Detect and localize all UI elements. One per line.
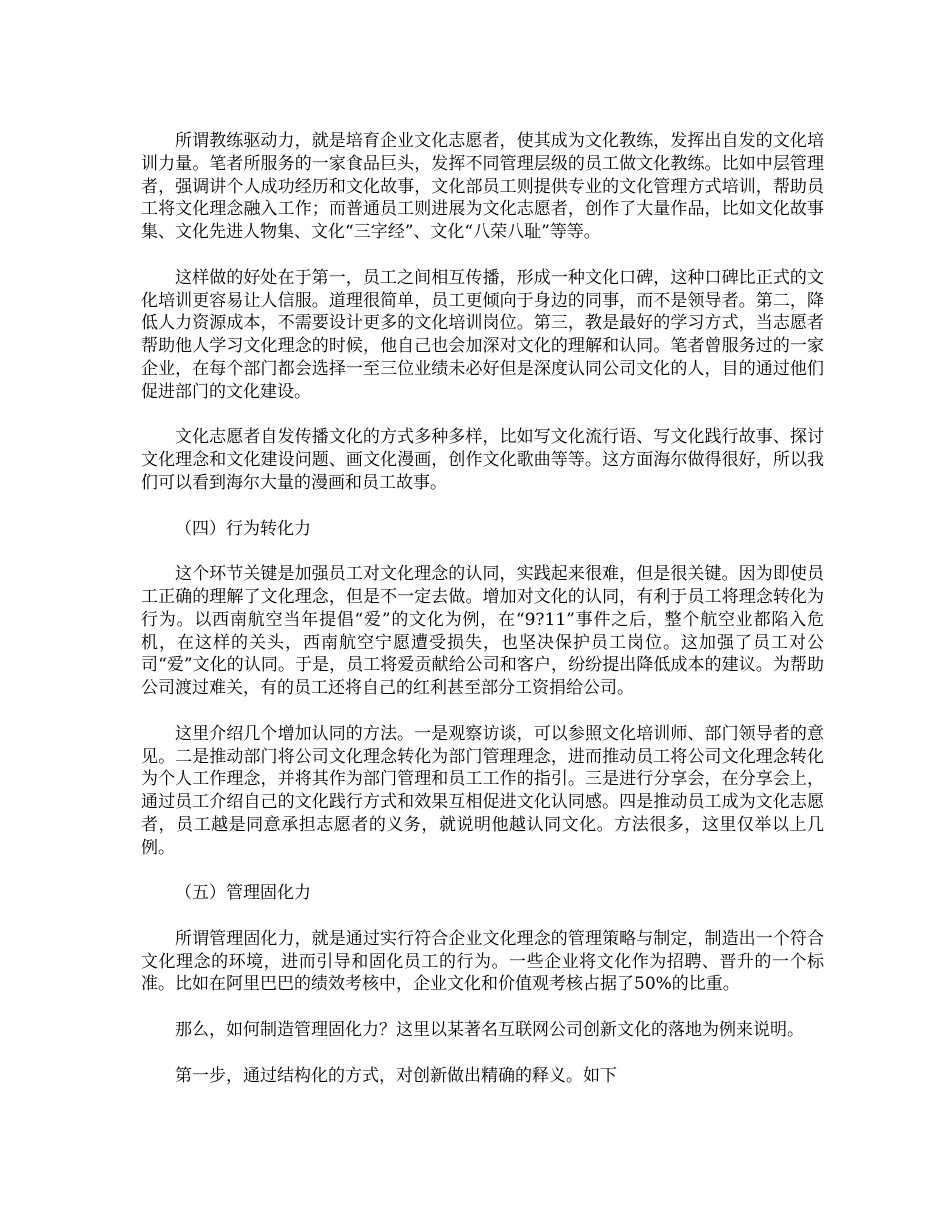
paragraph-behavior-conversion: 这个环节关键是加强员工对文化理念的认同，实践起来很难，但是很关键。因为即使员工正确的理解了文化理念，但是不一定去做。增加对文化的认同，有利于员工将理念转化为行为。以西南航空当年提倡“爱”的文化为例，在“9?11”事件之后，整个航空业都陷入危机，在这样的关头，西南航空宁愿遭受损失，也坚决保护员工岗位。这加强了员工对公司“爱”文化的认同。于是，员工将爱贡献给公司和客户，纷纷提出降低成本的建议。为帮助公司渡过难关，有的员工还将自己的红利甚至部分工资捐给公司。 (141, 564, 824, 699)
paragraph-volunteer-methods: 文化志愿者自发传播文化的方式多种多样，比如写文化流行语、写文化践行故事、探讨文化理念和文化建设问题、画文化漫画，创作文化歌曲等等。这方面海尔做得很好，所以我们可以看到海尔大量的漫画和员工故事。 (141, 427, 824, 493)
paragraph-coach-drive: 所谓教练驱动力，就是培育企业文化志愿者，使其成为文化教练，发挥出自发的文化培训力量。笔者所服务的一家食品巨头，发挥不同管理层级的员工做文化教练。比如中层管理者，强调讲个人成功经历和文化故事，文化部员工则提供专业的文化管理方式培训，帮助员工将文化理念融入工作；而普通员工则进展为文化志愿者，创作了大量作品，比如文化故事集、文化先进人物集、文化“三字经”、文化“八荣八耻”等等。 (141, 131, 824, 243)
paragraph-how-to: 那么，如何制造管理固化力？这里以某著名互联网公司创新文化的落地为例来说明。 (175, 1020, 804, 1041)
section-heading-behavior: （四）行为转化力 (175, 518, 311, 539)
document-body (141, 130, 824, 1110)
paragraph-step-one: 第一步，通过结构化的方式，对创新做出精确的释义。如下 (175, 1065, 617, 1086)
paragraph-management-solidify: 所谓管理固化力，就是通过实行符合企业文化理念的管理策略与制定，制造出一个符合文化理念的环境，进而引导和固化员工的行为。一些企业将文化作为招聘、晋升的一个标准。比如在阿里巴巴的绩效考核中，企业文化和价值观考核占据了50%的比重。 (141, 928, 824, 995)
section-heading-management: （五）管理固化力 (175, 883, 311, 904)
paragraph-recognition-methods: 这里介绍几个增加认同的方法。一是观察访谈，可以参照文化培训师、部门领导者的意见。二是推动部门将公司文化理念转化为部门管理理念，进而推动员工将公司文化理念转化为个人工作理念，并将其作为部门管理和员工工作的指引。三是进行分享会，在分享会上，通过员工介绍自己的文化践行方式和效果互相促进文化认同感。四是推动员工成为文化志愿者，员工越是同意承担志愿者的义务，就说明他越认同文化。方法很多，这里仅举以上几例。 (141, 723, 824, 858)
paragraph-benefits: 这样做的好处在于第一，员工之间相互传播，形成一种文化口碑，这种口碑比正式的文化培训更容易让人信服。道理很简单，员工更倾向于身边的同事，而不是领导者。第二，降低人力资源成本，不需要设计更多的文化培训岗位。第三，教是最好的学习方式，当志愿者帮助他人学习文化理念的时候，他自己也会加深对文化的理解和认同。笔者曾服务过的一家企业，在每个部门都会选择一至三位业绩未必好但是深度认同公司文化的人，目的通过他们促进部门的文化建设。 (141, 267, 824, 402)
